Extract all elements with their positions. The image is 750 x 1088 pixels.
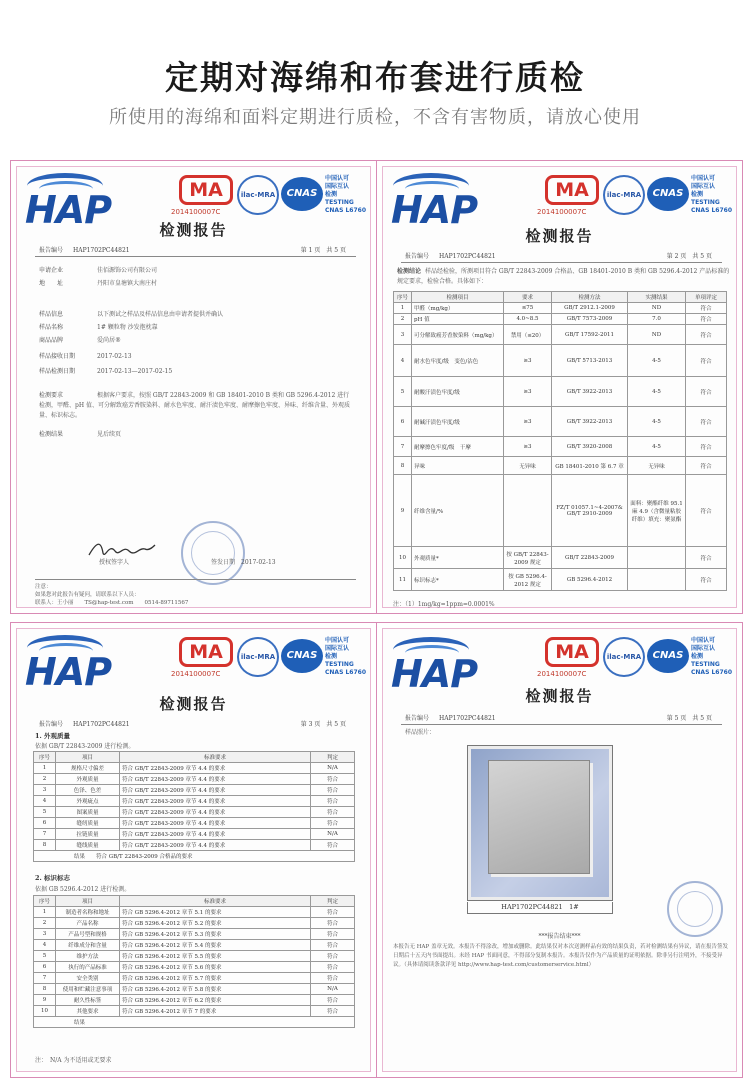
report-title: 检测报告 (525, 687, 594, 705)
test-results-table (393, 291, 727, 591)
ilac-mra-logo: ilac-MRA (237, 637, 279, 677)
cnas-logo: CNAS (647, 639, 689, 673)
foam-sample-image (488, 760, 590, 874)
hap-logo: HAP (389, 637, 475, 695)
ma-mark: MA (545, 175, 599, 205)
table-row: 5 维护方法 符合 GB 5296.4-2012 章节 5.5 的要求 符合 (34, 951, 355, 962)
table-row: 4 耐水色牢度/级 变色/沾色 ≥3 GB/T 5713-2013 4-5 符合 (394, 345, 727, 377)
footer-note: 注意： 如果您对此报告有疑问，请联系以下人员： 联系人：王小丽 TS@hap-test.com 0514-89711567 (35, 584, 189, 606)
report-meta: 报告编号 HAP1702PC44821 第 5 页 共 5 页 (405, 715, 712, 722)
photo-label: 样品照片： (405, 729, 436, 736)
sign-date: 签发日期 2017-02-13 (211, 559, 276, 566)
cnas-label: 中国认可 国际互认 检测 TESTING CNAS L6760 (691, 637, 733, 676)
conclusion: 检测结论 样品经检验，所测项目符合 GB/T 22843-2009 合格品、GB 18401-2010 B 类和 GB 5296.4-2012 产品标准的规定要求，检验合格。具体如下： (397, 268, 730, 285)
footnote: 注：（1）1mg/kg=1ppm=0.0001% (393, 601, 495, 608)
table-row: 9 耐久性标签 符合 GB 5296.4-2012 章节 6.2 的要求 符合 (34, 995, 355, 1006)
table-row: 10 外观质量* 按 GB/T 22843-2009 规定 GB/T 22843-2009 符合 (394, 547, 727, 569)
cnas-logo: CNAS (647, 177, 689, 211)
ma-number: 2014100007C (171, 208, 221, 216)
ma-mark: MA (179, 175, 233, 205)
address-field: 地 址 丹阳市皇塘镇大南庄村 (39, 280, 158, 287)
test-result-field: 检测结果 见后续页 (39, 431, 122, 438)
section-labeling-basis: 依据 GB 5296.4-2012 进行检测。 (35, 886, 131, 893)
test-date-field: 样品检测日期 2017-02-13—2017-02-15 (39, 368, 173, 375)
table-row: 10 其他要求 符合 GB 5296.4-2012 章节 7 的要求 符合 (34, 1006, 355, 1017)
table-result-row: 结果 (34, 1017, 355, 1028)
table-row: 8 使用和贮藏注意事项 符合 GB 5296.4-2012 章节 5.8 的要求 N/A (34, 984, 355, 995)
cnas-label: 中国认可 国际互认 检测 TESTING CNAS L6760 (691, 175, 733, 214)
report-title: 检测报告 (159, 221, 228, 239)
official-seal (667, 881, 723, 937)
official-seal (181, 521, 245, 585)
report-end: ***报告结束*** (538, 933, 581, 940)
cnas-logo: CNAS (281, 639, 323, 673)
ma-number: 2014100007C (171, 670, 221, 678)
report-page-1 (10, 160, 377, 614)
ma-mark: MA (545, 637, 599, 667)
table-row: 3 产品号型和规格 符合 GB 5296.4-2012 章节 5.3 的要求 符合 (34, 929, 355, 940)
cnas-label: 中国认可 国际互认 检测 TESTING CNAS L6760 (325, 175, 367, 214)
report-page-3 (10, 622, 377, 1078)
report-meta: 报告编号 HAP1702PC44821 第 1 页 共 5 页 (39, 247, 346, 254)
table-row: 8 缝线质量 符合 GB/T 22843-2009 章节 4.4 的要求 符合 (34, 840, 355, 851)
appearance-table (33, 751, 355, 862)
table-header-row: 序号 检测项目 要求 检测方法 实测结果 单项评定 (394, 292, 727, 303)
report-meta: 报告编号 HAP1702PC44821 第 3 页 共 5 页 (39, 721, 346, 728)
sample-name-field: 样品名称 1# 颗粒物 沙发抱枕靠 (39, 324, 158, 331)
ma-number: 2014100007C (537, 670, 587, 678)
table-row: 11 标识标志* 按 GB 5296.4-2012 规定 GB 5296.4-2012 符合 (394, 569, 727, 591)
signature-mark (87, 539, 157, 561)
test-requirement-field: 检测要求 根据客户要求，按照 GB/T 22843-2009 和 GB 18401-2010 B 类和 GB 5296.4-2012 进行检测，甲醛、pH 值、可分解致癌芳香胺染料、耐水色牢度、耐汗渍色牢度、耐摩擦色牢度、异味、纤维含量、外观质量、标识标志。 (39, 392, 350, 419)
ma-mark: MA (179, 637, 233, 667)
table-row: 5 图案质量 符合 GB/T 22843-2009 章节 4.4 的要求 符合 (34, 807, 355, 818)
cnas-logo: CNAS (281, 177, 323, 211)
table-row: 9 纤维含量/% FZ/T 01057.1~4-2007& GB/T 2910-2009 面料：聚酯纤维 95.1 麻 4.9（含微量粘胶纤维）填充：聚氨酯 符合 (394, 475, 727, 547)
table-header-row: 序号 项目 标准要求 判定 (34, 896, 355, 907)
hap-logo: HAP (23, 635, 109, 693)
cnas-label: 中国认可 国际互认 检测 TESTING CNAS L6760 (325, 637, 367, 676)
brand-field: 商品品牌 爱尚居® (39, 337, 122, 344)
table-row: 7 耐摩擦色牢度/级 干摩 ≥3 GB/T 3920-2008 4-5 符合 (394, 437, 727, 457)
disclaimer: 本报告无 HAP 盖章无效。本报告不得涂改，增加或删除。此结果仅对本次送测样品有效的结果负责，若对检测结果有异议，请在报告签发日期后十五天内书面提出。未经 HAP 书面同意，不得部分复制本报告。本报告仅作为产品质量的证明依据。除非另行注明外，不接受异议。（具体请阅读条款详见 http://www.hap-test.com/customerservice.html） (393, 944, 728, 968)
ilac-mra-logo: ilac-MRA (237, 175, 279, 215)
report-meta: 报告编号 HAP1702PC44821 第 2 页 共 5 页 (405, 253, 712, 260)
report-page-2 (376, 160, 743, 614)
hap-logo: HAP (23, 173, 109, 231)
na-note: 注： N/A 为不适用或无要求 (35, 1057, 112, 1064)
photo-caption: HAP1702PC44821 1# (467, 902, 613, 914)
subline: 所使用的海绵和面料定期进行质检，不含有害物质，请放心使用 (109, 107, 641, 128)
table-row: 3 可分解致癌芳香胺染料（mg/kg） 禁用（≤20） GB/T 17592-2011 ND 符合 (394, 325, 727, 345)
report-page-5 (376, 622, 743, 1078)
sample-photo (467, 745, 613, 901)
report-title: 检测报告 (525, 227, 594, 245)
headline: 定期对海绵和布套进行质检 (165, 58, 585, 97)
table-row: 4 外观疵点 符合 GB/T 22843-2009 章节 4.4 的要求 符合 (34, 796, 355, 807)
report-title: 检测报告 (159, 695, 228, 713)
table-row: 1 甲醛（mg/kg） ≤75 GB/T 2912.1-2009 ND 符合 (394, 303, 727, 314)
section-appearance: 1. 外观质量 (35, 732, 71, 740)
table-row: 2 产品名称 符合 GB 5296.4-2012 章节 5.2 的要求 符合 (34, 918, 355, 929)
table-row: 2 外观质量 符合 GB/T 22843-2009 章节 4.4 的要求 符合 (34, 774, 355, 785)
ilac-mra-logo: ilac-MRA (603, 175, 645, 215)
table-row: 3 色泽、色差 符合 GB/T 22843-2009 章节 4.4 的要求 符合 (34, 785, 355, 796)
applicant-field: 申请企业 佳佰源饰公司有限公司 (39, 267, 158, 274)
section-appearance-basis: 依据 GB/T 22843-2009 进行检测。 (35, 743, 135, 750)
table-row: 1 规格尺寸偏差 符合 GB/T 22843-2009 章节 4.4 的要求 N/A (34, 763, 355, 774)
table-row: 7 安全类别 符合 GB 5296.4-2012 章节 5.7 的要求 符合 (34, 973, 355, 984)
hap-logo: HAP (389, 173, 475, 231)
sample-info-field: 样品信息 以下测试之样品及样品信息由申请者提供并确认 (39, 311, 224, 318)
ma-number: 2014100007C (537, 208, 587, 216)
section-labeling: 2. 标识标志 (35, 874, 71, 882)
table-row: 1 制造者名称和地址 符合 GB 5296.4-2012 章节 5.1 的要求 符合 (34, 907, 355, 918)
table-result-row: 结果 符合 GB/T 22843-2009 合格品的要求 (34, 851, 355, 862)
table-row: 6 执行的产品标准 符合 GB 5296.4-2012 章节 5.6 的要求 符合 (34, 962, 355, 973)
table-row: 8 异味 无异味 GB 18401-2010 第 6.7 章 无异味 符合 (394, 457, 727, 475)
table-row: 6 缝纫质量 符合 GB/T 22843-2009 章节 4.4 的要求 符合 (34, 818, 355, 829)
table-row: 6 耐碱汗渍色牢度/级 ≥3 GB/T 3922-2013 4-5 符合 (394, 407, 727, 437)
table-row: 5 耐酸汗渍色牢度/级 ≥3 GB/T 3922-2013 4-5 符合 (394, 377, 727, 407)
table-row: 2 pH 值 4.0~8.5 GB/T 7573-2009 7.0 符合 (394, 314, 727, 325)
labeling-table (33, 895, 355, 1028)
table-header-row: 序号 项目 标准要求 判定 (34, 752, 355, 763)
receive-date-field: 样品接收日期 2017-02-13 (39, 353, 132, 360)
table-row: 4 纤维成分和含量 符合 GB 5296.4-2012 章节 5.4 的要求 符合 (34, 940, 355, 951)
ilac-mra-logo: ilac-MRA (603, 637, 645, 677)
signer-label: 授权签字人 (99, 559, 130, 566)
table-row: 7 拉链质量 符合 GB/T 22843-2009 章节 4.4 的要求 N/A (34, 829, 355, 840)
